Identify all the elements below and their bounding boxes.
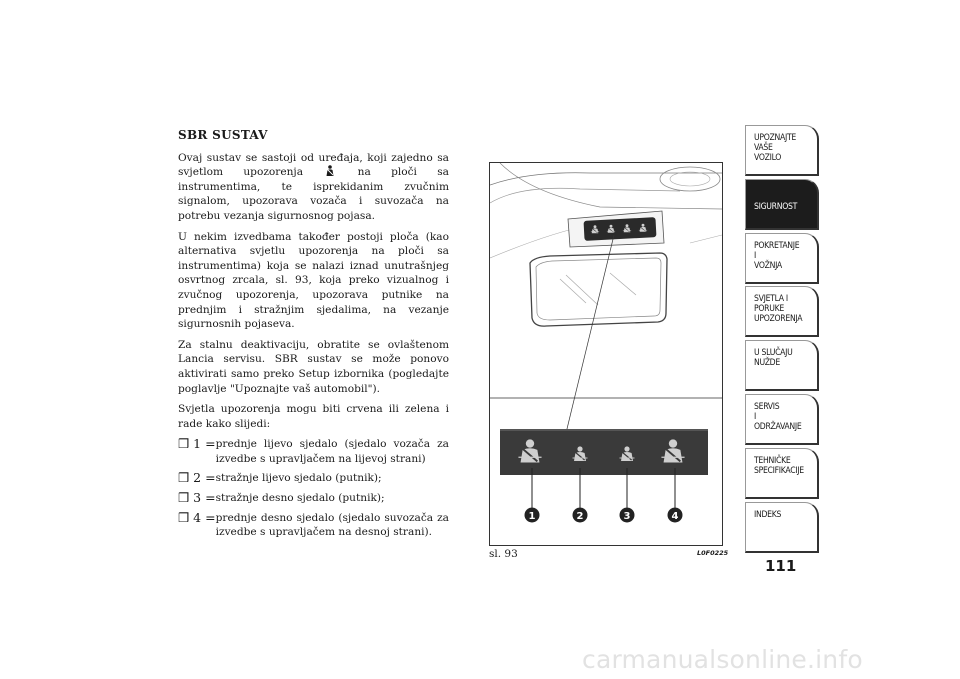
legend-text: prednje desno sjedalo (sjedalo suvozača za izvedbe s upravljačem na desnoj strani). [215, 511, 449, 539]
callout-1 [525, 508, 540, 523]
paragraph-4: Svjetla upozorenja mogu biti crvena ili zelena i rade kako slijedi: [178, 403, 449, 430]
svg-text:2: 2 [576, 511, 584, 522]
tab-upoznajte-vase-vozilo[interactable]: UPOZNAJTE VAŠE VOZILO [745, 125, 819, 176]
paragraph-3: Za stalnu deaktivaciju, obratite se ovlaštenom Lancia servisu. SBR sustav se može ponovo aktivirati samo preko Setup izbornika (pogledajte poglavlje "Upoznajte vaš automobil"). [178, 338, 449, 395]
seat-legend [178, 437, 449, 540]
legend-key: ❒ 2 = [178, 470, 216, 486]
callout-4 [668, 508, 683, 523]
chapter-tabs [745, 125, 819, 555]
svg-text:3: 3 [623, 511, 631, 522]
legend-item [178, 471, 449, 486]
tab-svjetla-i-poruke-upozorenja[interactable]: SVJETLA I PORUKE UPOZORENJA [745, 286, 819, 337]
legend-text: stražnje desno sjedalo (putnik); [215, 492, 385, 505]
legend-item [178, 437, 449, 466]
tab-u-slucaju-nuzde[interactable]: U SLUČAJU NUŽDE [745, 340, 819, 391]
legend-item [178, 491, 449, 506]
callout-2 [573, 508, 588, 523]
paragraph-1: Ovaj sustav se sastoji od uređaja, koji zajedno sa svjetlom upozorenja na ploči sa instrumentima, te isprekidanim zvučnim signalom, upozorava vozača i suvozača na potrebu vezanja sigurnosnog pojasa. [178, 151, 449, 222]
page-number: 111 [765, 557, 797, 575]
figure-caption: sl. 93 [489, 548, 518, 560]
svg-text:1: 1 [528, 511, 536, 522]
text-column [178, 128, 449, 545]
paragraph-2: U nekim izvedbama također postoji ploča (kao alternativa svjetlu upozorenja na ploči sa instrumentima) koja se nalazi iznad unutrašnjeg osvrtnog zrcala, sl. 93, koja preko vizualnog i zvučnog upozorenja, upozorava putnike na prednjim i stražnjim sjedalima, na vezanje sigurnosnih pojaseva. [178, 230, 449, 331]
figure-seatbelt-panel [489, 162, 723, 546]
legend-text: prednje lijevo sjedalo (sjedalo vozača za izvedbe s upravljačem na lijevoj strani) [215, 438, 449, 465]
legend-item [178, 511, 449, 540]
seatbelt-warning-icon [323, 165, 337, 177]
svg-text:4: 4 [671, 511, 679, 522]
tab-tehnicke-specifikacije[interactable]: TEHNIČKE SPECIFIKACIJE [745, 448, 819, 499]
figure-illustration [490, 163, 722, 545]
tab-pokretanje-i-voznja[interactable]: POKRETANJE I VOŽNJA [745, 233, 819, 284]
legend-text: stražnje lijevo sjedalo (putnik); [215, 472, 382, 485]
section-title: SBR SUSTAV [178, 128, 268, 142]
tab-indeks[interactable]: INDEKS [745, 502, 819, 553]
legend-key: ❒ 4 = [178, 509, 216, 525]
figure-code: L0F0225 [697, 549, 729, 557]
tab-servis-i-odrzavanje[interactable]: SERVIS I ODRŽAVANJE [745, 394, 819, 445]
legend-key: ❒ 1 = [178, 436, 216, 452]
watermark: carmanualsonline.info [582, 645, 863, 674]
callout-3 [620, 508, 635, 523]
tab-sigurnost[interactable]: SIGURNOST [745, 179, 819, 230]
legend-key: ❒ 3 = [178, 490, 216, 506]
